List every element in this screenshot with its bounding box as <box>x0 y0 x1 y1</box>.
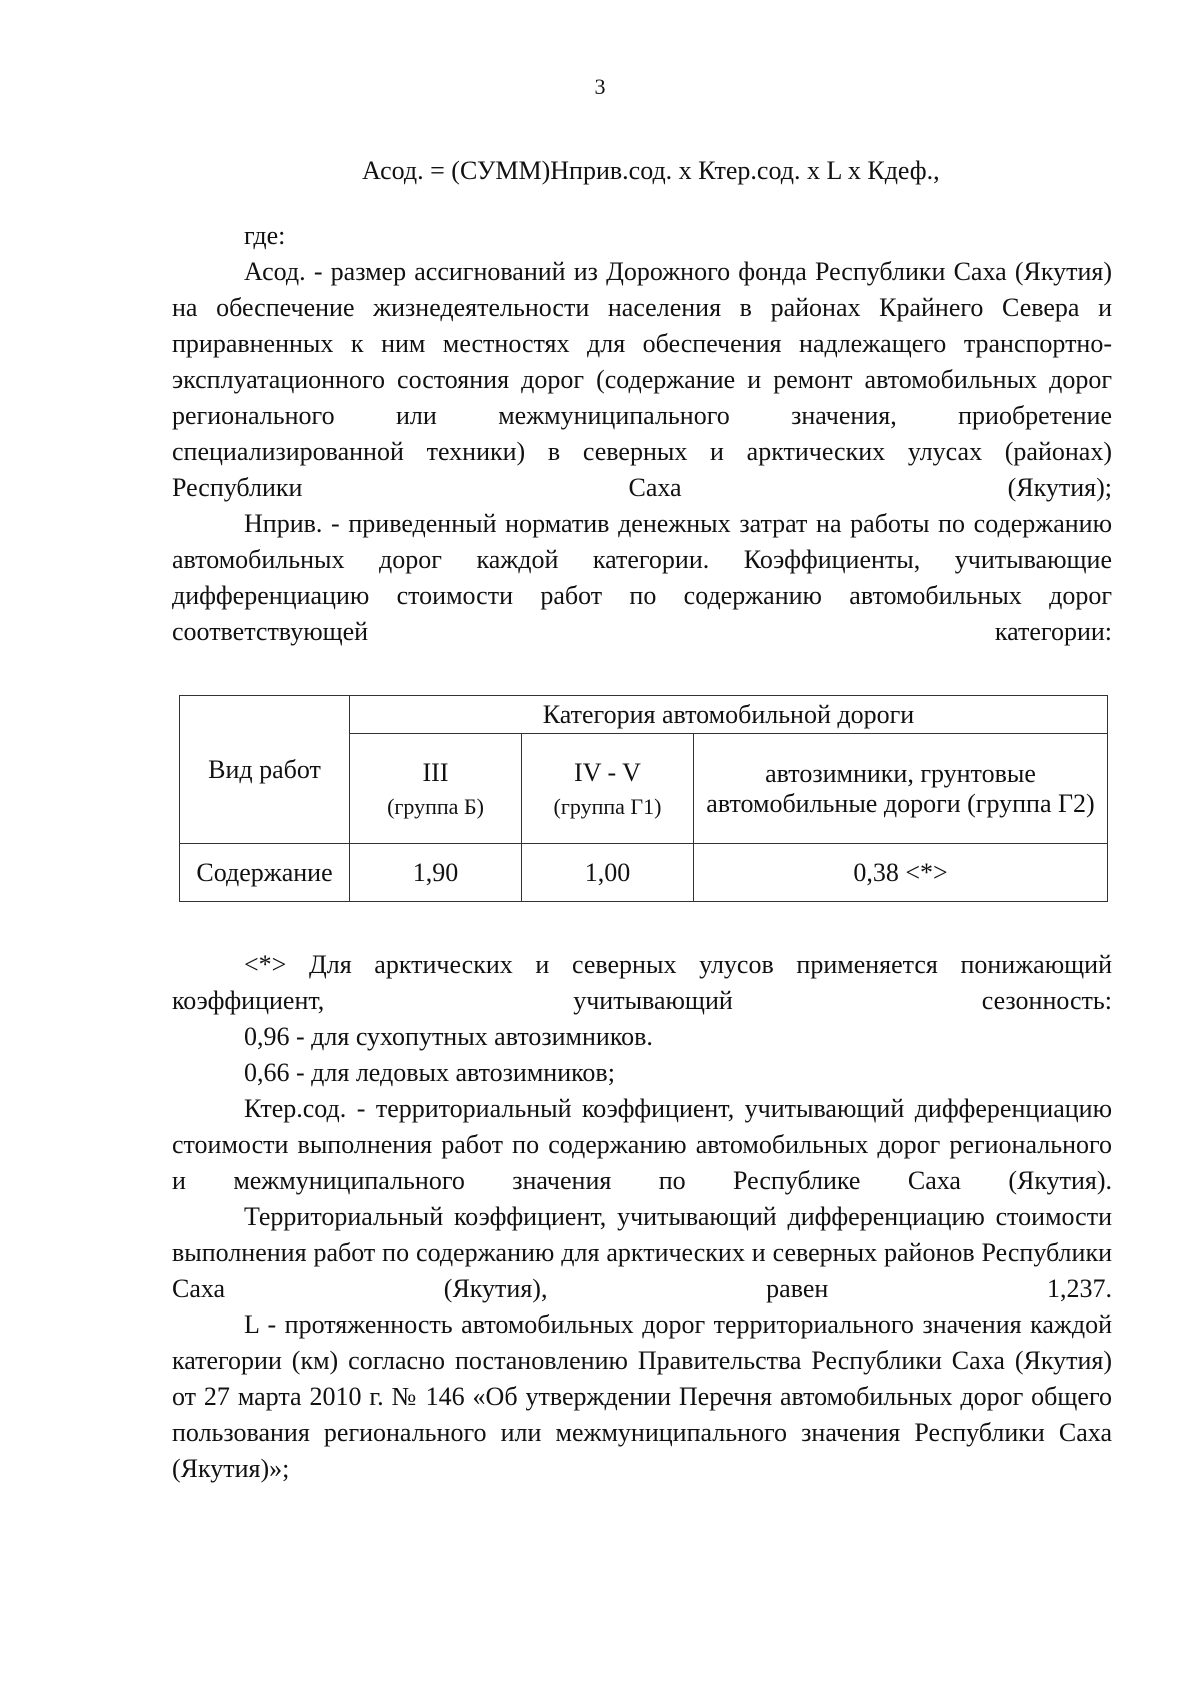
formula: Асод. = (СУММ)Нприв.сод. x Ктер.сод. x L x Кдеф., <box>362 156 940 185</box>
category-label: автозимники, грунтовые автомобильные дороги (группа Г2) <box>706 758 1095 818</box>
header-work-type: Вид работ <box>180 696 350 844</box>
group-label: (группа Г1) <box>553 793 662 819</box>
header-road-category: Категория автомобильной дороги <box>350 696 1108 734</box>
paragraph-where: где: <box>244 221 286 250</box>
cell-value: 1,00 <box>522 844 694 902</box>
header-category-iii <box>350 734 522 844</box>
cell-work: Содержание <box>180 844 350 902</box>
paragraph-coef-land: 0,96 - для сухопутных автозимников. <box>244 1022 653 1051</box>
paragraph-coef-ice: 0,66 - для ледовых автозимников; <box>244 1058 615 1087</box>
paragraph-npriv-definition: Нприв. - приведенный норматив денежных затрат на работы по содержанию автомобильных дорог каждой категории. Коэффициенты, учитывающие дифференциацию стоимости работ по содержанию автомобильных дорог соответствующей категории: <box>172 509 1112 646</box>
cell-value: 0,38 <*> <box>694 844 1108 902</box>
page-number: 3 <box>594 74 606 99</box>
paragraph-footnote: <*> Для арктических и северных улусов применяется понижающий коэффициент, учитывающий сезонность: <box>172 950 1112 1015</box>
cell-value: 1,90 <box>350 844 522 902</box>
paragraph-asod-definition: Асод. - размер ассигнований из Дорожного фонда Республики Саха (Якутия) на обеспечение жизнедеятельности населения в районах Крайнего Севера и приравненных к ним местностях для обеспечения надлежащего транспортно-эксплуатационного состояния дорог (содержание и ремонт автомобильных дорог регионального или межмуниципального значения, приобретение специализированной техники) в северных и арктических улусах (районах) Республики Саха (Якутия); <box>172 257 1112 502</box>
definitions-top <box>172 218 1112 650</box>
table-row <box>180 844 1108 902</box>
paragraph-kter-definition: Ктер.сод. - территориальный коэффициент, учитывающий дифференциацию стоимости выполнения работ по содержанию автомобильных дорог регионального и межмуниципального значения по Республике Саха (Якутия). <box>172 1094 1112 1195</box>
header-category-iv-v <box>522 734 694 844</box>
category-label: IV - V <box>574 757 641 787</box>
paragraph-territorial-coef: Территориальный коэффициент, учитывающий дифференциацию стоимости выполнения работ по содержанию для арктических и северных районов Республики Саха (Якутия), равен 1,237. <box>172 1202 1112 1303</box>
group-label: (группа Б) <box>387 793 484 819</box>
category-label: III <box>422 757 449 787</box>
definitions-bottom <box>172 947 1112 1487</box>
header-category-g2 <box>694 734 1108 844</box>
coefficient-table <box>179 695 1108 902</box>
paragraph-l-definition: L - протяженность автомобильных дорог территориального значения каждой категории (км) согласно постановлению Правительства Республики Саха (Якутия) от 27 марта 2010 г. № 146 «Об утверждении Перечня автомобильных дорог общего пользования регионального или межмуниципального значения Республики Саха (Якутия)»; <box>172 1310 1112 1483</box>
